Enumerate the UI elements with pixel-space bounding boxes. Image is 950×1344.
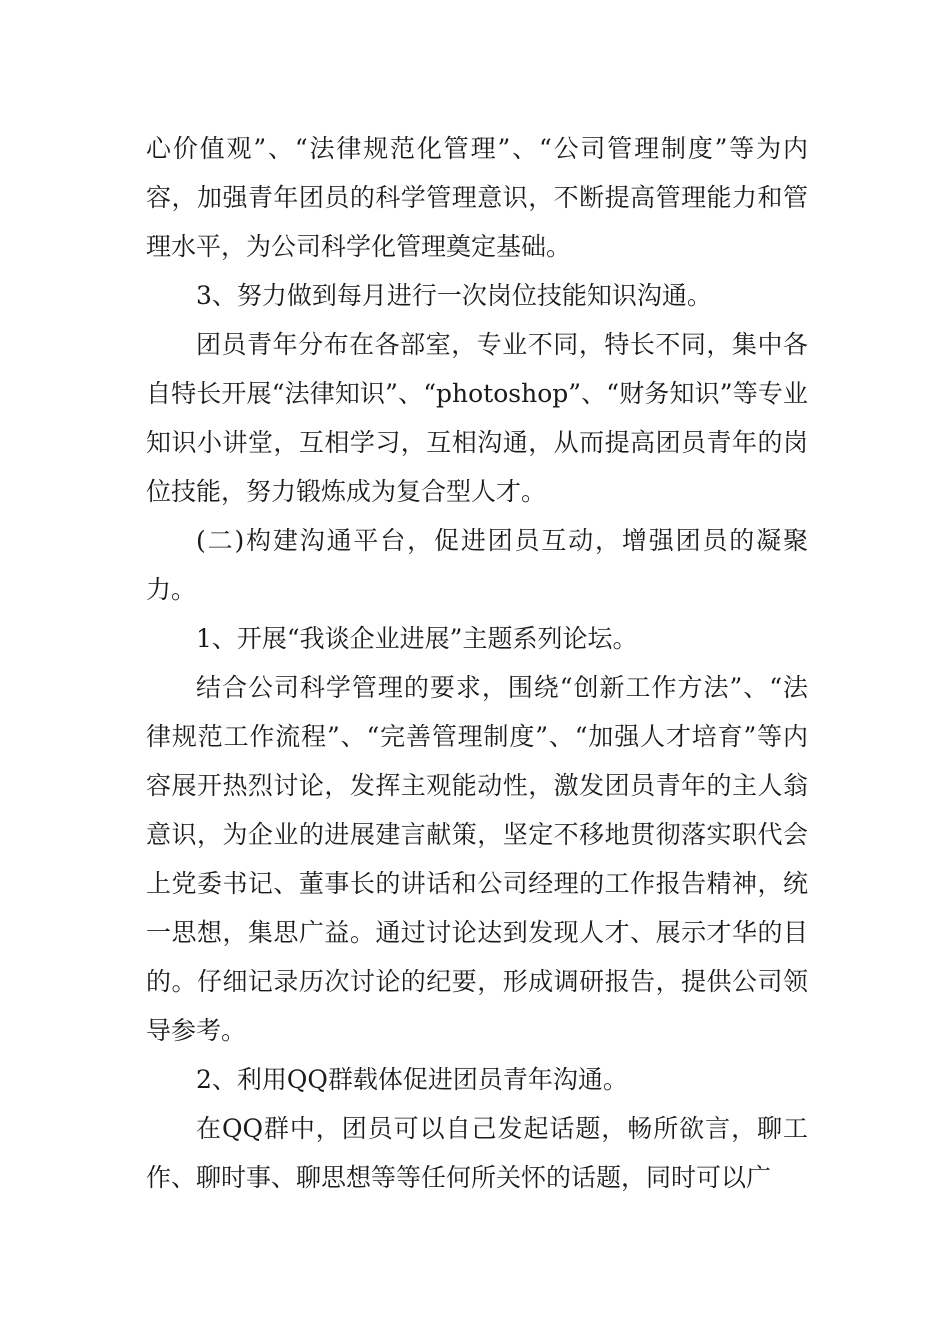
- document-body: [146, 124, 808, 1202]
- paragraph-heading-1: 1、开展“我谈企业进展”主题系列论坛。: [196, 624, 638, 653]
- paragraph-section-2-heading: (二)构建沟通平台，促进团员互动，增强团员的凝聚力。: [146, 526, 808, 604]
- paragraph-continuation: 心价值观”、“法律规范化管理”、“公司管理制度”等为内容，加强青年团员的科学管理意识，不断提高管理能力和管理水平，为公司科学化管理奠定基础。: [146, 134, 808, 261]
- paragraph-qq-group: 在QQ群中，团员可以自己发起话题，畅所欲言，聊工作、聊时事、聊思想等等任何所关怀的话题，同时可以广: [146, 1114, 808, 1192]
- paragraph-forum: 结合公司科学管理的要求，围绕“创新工作方法”、“法律规范工作流程”、“完善管理制度”、“加强人才培育”等内容展开热烈讨论，发挥主观能动性，激发团员青年的主人翁意识，为企业的进展建言献策，坚定不移地贯彻落实职代会上党委书记、董事长的讲话和公司经理的工作报告精神，统一思想，集思广益。通过讨论达到发现人才、展示才华的目的。仔细记录历次讨论的纪要，形成调研报告，提供公司领导参考。: [146, 673, 808, 1045]
- paragraph-skills: 团员青年分布在各部室，专业不同，特长不同，集中各自特长开展“法律知识”、“photoshop”、“财务知识”等专业知识小讲堂，互相学习，互相沟通，从而提高团员青年的岗位技能，努力锻炼成为复合型人才。: [146, 330, 808, 506]
- paragraph-heading-2: 2、利用QQ群载体促进团员青年沟通。: [196, 1065, 628, 1094]
- paragraph-heading-3: 3、努力做到每月进行一次岗位技能知识沟通。: [196, 281, 712, 310]
